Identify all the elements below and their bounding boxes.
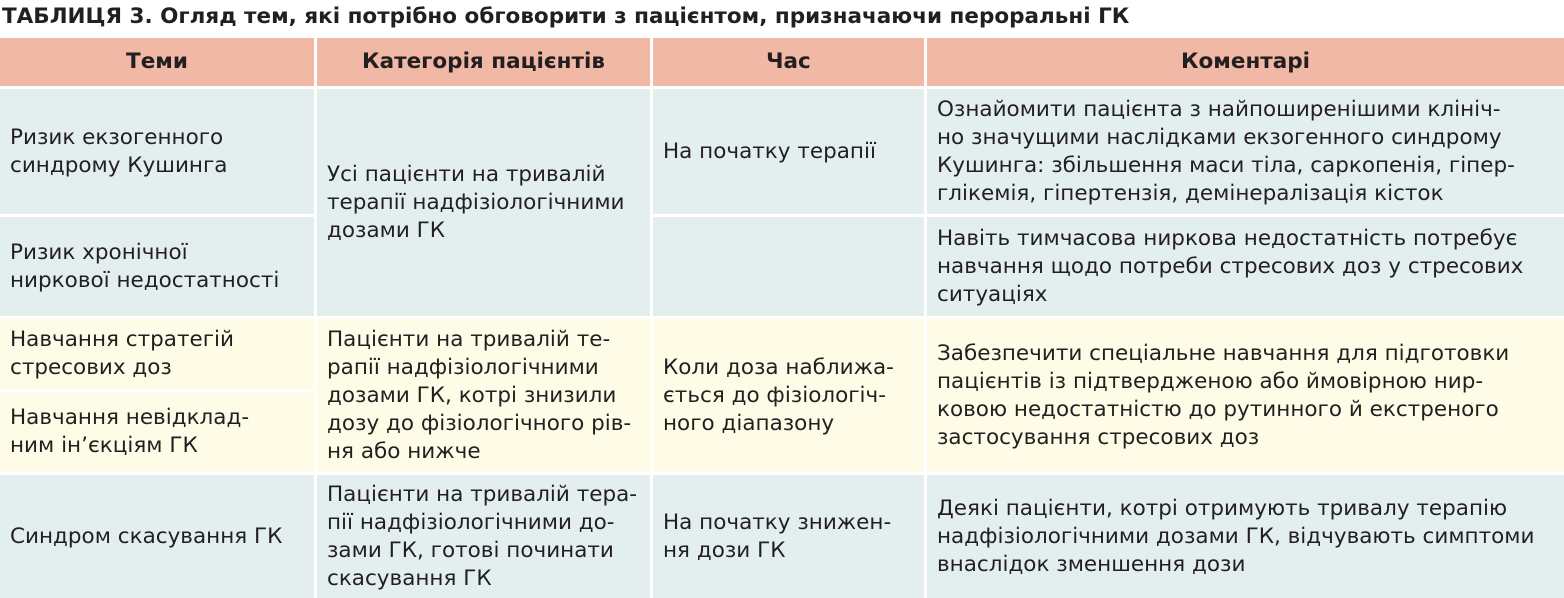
topic-stress-dose-training: Навчання стратегій стресових доз [0,319,314,389]
time-dose-reduction-start: На початку знижен- ня дози ГК [653,475,924,598]
header-comments: Коментарі [927,38,1564,86]
comment-renal-stress-doses: Навіть тимчасова ниркова недостатність потребує навчання щодо потреби стресових доз у стресових ситуаціях [927,217,1564,316]
time-therapy-start: На початку терапії [653,89,924,214]
time-empty-cell [653,217,924,316]
header-time: Час [653,38,924,86]
header-topics: Теми [0,38,314,86]
time-approaching-physiological: Коли доза наближа- ється до фізіологіч- ного діапазону [653,319,924,472]
category-reduced-dose-patients: Пацієнти на тривалій те- рапії надфізіологічними дозами ГК, котрі знизили дозу до фізіологічного рів- ня або нижче [317,319,650,472]
topic-emergency-injection-training: Навчання невідклад- ним ін’єкціям ГК [0,392,314,472]
table-caption: ТАБЛИЦЯ 3. Огляд тем, які потрібно обговорити з пацієнтом, призначаючи пероральні ГК [2,4,1130,29]
comment-special-training: Забезпечити спеціальне навчання для підготовки пацієнтів із підтвердженою або ймовірною нир- ковою недостатністю до рутинного й екстреного застосування стресових доз [927,319,1564,472]
topic-gc-withdrawal-syndrome: Синдром скасування ГК [0,475,314,598]
comment-cushing-effects: Ознайомити пацієнта з найпоширенішими клініч- но значущими наслідками екзогенного синдрому Кушинга: збільшення маси тіла, саркопенія, гіпер- глікемія, гіпертензія, демінералізація кісток [927,89,1564,214]
category-long-term-patients: Усі пацієнти на тривалій терапії надфізіологічними дозами ГК [317,89,650,316]
header-patient-category: Категорія пацієнтів [317,38,650,86]
topic-renal-insufficiency-risk: Ризик хронічної ниркової недостатності [0,217,314,316]
topic-cushing-risk: Ризик екзогенного синдрому Кушинга [0,89,314,214]
category-withdrawal-ready-patients: Пацієнти на тривалій тера- пії надфізіологічними до- зами ГК, готові починати скасування ГК [317,475,650,598]
comment-withdrawal-symptoms: Деякі пацієнти, котрі отримують тривалу терапію надфізіологічними дозами ГК, відчувають симптоми внаслідок зменшення дози [927,475,1564,598]
